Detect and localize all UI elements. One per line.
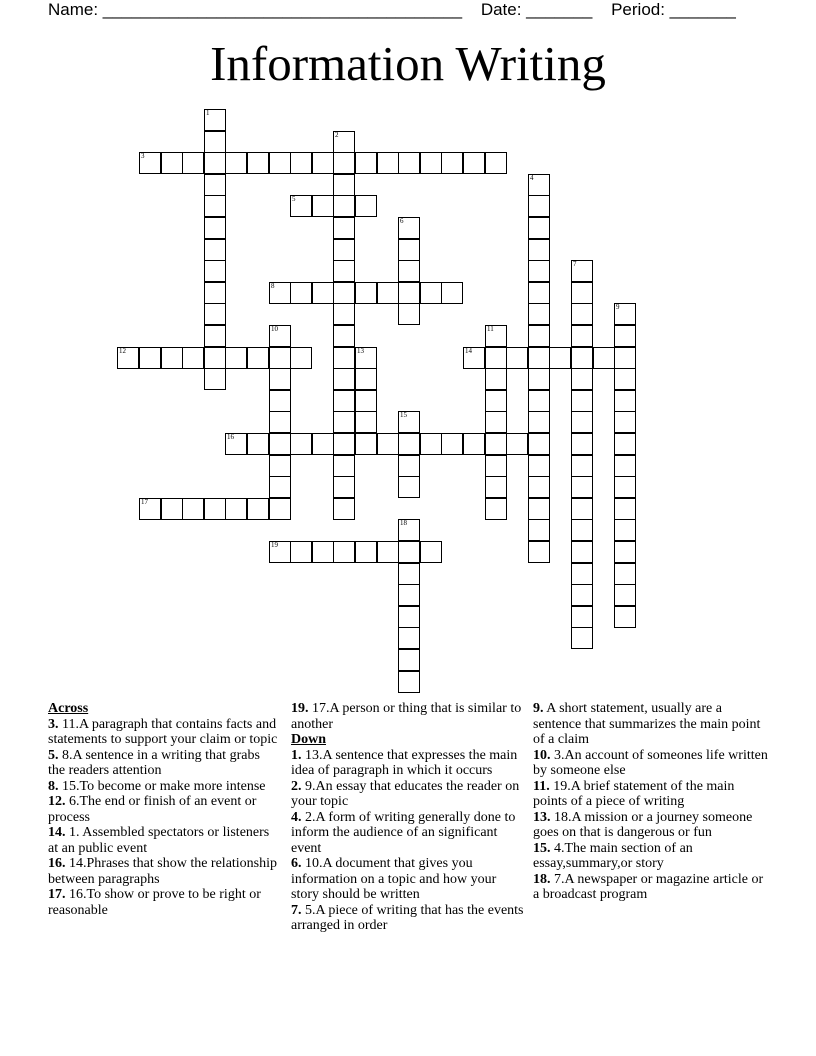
grid-cell[interactable]: [290, 152, 312, 174]
grid-cell[interactable]: [398, 606, 420, 628]
grid-cell[interactable]: [161, 152, 183, 174]
grid-cell[interactable]: [398, 519, 420, 541]
grid-cell[interactable]: [312, 541, 334, 563]
grid-cell[interactable]: [333, 541, 355, 563]
clues-column-1: [48, 701, 278, 918]
grid-cell[interactable]: [182, 152, 204, 174]
grid-cell[interactable]: [225, 152, 247, 174]
grid-cell[interactable]: [485, 498, 507, 520]
clue-down: 7. 5.A piece of writing that has the events arranged in order: [291, 902, 524, 933]
grid-cell[interactable]: [204, 303, 226, 325]
grid-cell[interactable]: [333, 239, 355, 261]
grid-cell[interactable]: [571, 519, 593, 541]
grid-cell[interactable]: [204, 195, 226, 217]
grid-cell[interactable]: [161, 498, 183, 520]
grid-cell[interactable]: [528, 541, 550, 563]
grid-cell[interactable]: [290, 282, 312, 304]
grid-cell[interactable]: [355, 411, 377, 433]
grid-cell[interactable]: [571, 411, 593, 433]
grid-cell[interactable]: [571, 390, 593, 412]
clue-down: 10. 3.An account of someones life written by someone else: [533, 747, 768, 778]
grid-cell[interactable]: [333, 476, 355, 498]
grid-cell[interactable]: [485, 347, 507, 369]
grid-cell[interactable]: [269, 411, 291, 433]
grid-cell[interactable]: [485, 390, 507, 412]
grid-cell[interactable]: [269, 325, 291, 347]
grid-cell[interactable]: [463, 433, 485, 455]
clue-number: 11: [487, 325, 494, 333]
grid-cell[interactable]: [528, 433, 550, 455]
grid-cell[interactable]: [485, 411, 507, 433]
grid-cell[interactable]: [225, 433, 247, 455]
clue-down: 6. 10.A document that gives you information on a topic and how your story should be written: [291, 856, 497, 902]
grid-cell[interactable]: [225, 498, 247, 520]
clue-across: 3. 11.A paragraph that contains facts and statements to support your claim or topic: [48, 716, 278, 747]
grid-cell[interactable]: [269, 455, 291, 477]
grid-cell[interactable]: [139, 498, 161, 520]
period-field[interactable]: Period: _______: [611, 0, 736, 19]
clue-number: 14: [465, 347, 472, 355]
grid-cell[interactable]: [398, 563, 420, 585]
clue-number: 13: [357, 347, 364, 355]
clue-down: 18. 7.A newspaper or magazine article or a broadcast program: [533, 871, 764, 902]
grid-cell[interactable]: [571, 584, 593, 606]
grid-cell[interactable]: [571, 433, 593, 455]
clue-number: 4: [530, 174, 534, 182]
grid-cell[interactable]: [441, 433, 463, 455]
grid-cell[interactable]: [485, 152, 507, 174]
grid-cell[interactable]: [355, 368, 377, 390]
grid-cell[interactable]: [247, 433, 269, 455]
clue-number: 12: [119, 347, 126, 355]
grid-cell[interactable]: [398, 671, 420, 693]
grid-cell[interactable]: [593, 347, 615, 369]
clue-down: 4. 2.A form of writing generally done to inform the audience of an significant event: [291, 809, 516, 856]
grid-cell[interactable]: [528, 390, 550, 412]
grid-cell[interactable]: [571, 627, 593, 649]
grid-cell[interactable]: [571, 606, 593, 628]
grid-cell[interactable]: [312, 282, 334, 304]
grid-cell[interactable]: [420, 541, 442, 563]
grid-cell[interactable]: [161, 347, 183, 369]
grid-cell[interactable]: [614, 303, 636, 325]
grid-cell[interactable]: [182, 498, 204, 520]
grid-cell[interactable]: [420, 282, 442, 304]
grid-cell[interactable]: [204, 109, 226, 131]
page-title: Information Writing: [210, 36, 606, 91]
grid-cell[interactable]: [377, 282, 399, 304]
clue-number: 7: [573, 260, 577, 268]
clue-number: 16: [227, 433, 234, 441]
grid-cell[interactable]: [139, 152, 161, 174]
grid-cell[interactable]: [398, 282, 420, 304]
grid-cell[interactable]: [528, 282, 550, 304]
grid-cell[interactable]: [528, 476, 550, 498]
grid-cell[interactable]: [528, 519, 550, 541]
grid-cell[interactable]: [485, 433, 507, 455]
grid-cell[interactable]: [528, 174, 550, 196]
clue-across: 14. 1. Assembled spectators or listeners at an public event: [48, 825, 270, 856]
grid-cell[interactable]: [441, 152, 463, 174]
grid-cell[interactable]: [614, 347, 636, 369]
grid-cell[interactable]: [355, 390, 377, 412]
across-heading: Across: [48, 701, 89, 716]
clue-number: 2: [335, 131, 339, 139]
grid-cell[interactable]: [528, 347, 550, 369]
grid-cell[interactable]: [355, 282, 377, 304]
grid-cell[interactable]: [204, 239, 226, 261]
grid-cell[interactable]: [614, 390, 636, 412]
grid-cell[interactable]: [614, 519, 636, 541]
grid-cell[interactable]: [204, 325, 226, 347]
grid-cell[interactable]: [528, 455, 550, 477]
grid-cell[interactable]: [333, 498, 355, 520]
grid-cell[interactable]: [614, 541, 636, 563]
grid-cell[interactable]: [528, 325, 550, 347]
grid-cell[interactable]: [614, 563, 636, 585]
grid-cell[interactable]: [528, 217, 550, 239]
grid-cell[interactable]: [441, 282, 463, 304]
grid-cell[interactable]: [182, 347, 204, 369]
grid-cell[interactable]: [485, 476, 507, 498]
clue-down: 2. 9.An essay that educates the reader on your topic: [291, 778, 520, 809]
grid-cell[interactable]: [269, 541, 291, 563]
grid-cell[interactable]: [312, 195, 334, 217]
grid-cell[interactable]: [333, 368, 355, 390]
clue-across: 17. 16.To show or prove to be right or reasonable: [48, 887, 261, 918]
grid-cell[interactable]: [398, 476, 420, 498]
grid-cell[interactable]: [333, 282, 355, 304]
grid-cell[interactable]: [571, 282, 593, 304]
grid-cell[interactable]: [204, 347, 226, 369]
grid-cell[interactable]: [333, 260, 355, 282]
grid-cell[interactable]: [333, 131, 355, 153]
grid-cell[interactable]: [528, 411, 550, 433]
down-heading: Down: [291, 732, 327, 747]
grid-cell[interactable]: [528, 239, 550, 261]
grid-cell[interactable]: [506, 347, 528, 369]
grid-cell[interactable]: [614, 325, 636, 347]
grid-cell[interactable]: [398, 303, 420, 325]
clue-across: 16. 14.Phrases that show the relationship between paragraphs: [48, 856, 278, 887]
grid-cell[interactable]: [398, 411, 420, 433]
grid-cell[interactable]: [204, 131, 226, 153]
grid-cell[interactable]: [290, 541, 312, 563]
grid-cell[interactable]: [528, 195, 550, 217]
grid-cell[interactable]: [269, 476, 291, 498]
grid-cell[interactable]: [333, 195, 355, 217]
grid-cell[interactable]: [269, 498, 291, 520]
grid-cell[interactable]: [571, 325, 593, 347]
clue-number: 1: [206, 109, 210, 117]
grid-cell[interactable]: [333, 152, 355, 174]
grid-cell[interactable]: [463, 347, 485, 369]
clue-number: 8: [271, 282, 275, 290]
grid-cell[interactable]: [355, 152, 377, 174]
clues-column-2: [291, 701, 525, 934]
clue-across: 12. 6.The end or finish of an event or process: [48, 794, 257, 825]
grid-cell[interactable]: [485, 368, 507, 390]
grid-cell[interactable]: [528, 368, 550, 390]
grid-cell[interactable]: [549, 347, 571, 369]
clue-number: 10: [271, 325, 278, 333]
grid-cell[interactable]: [290, 347, 312, 369]
clue-down: 13. 18.A mission or a journey someone goes on that is dangerous or fun: [533, 809, 753, 840]
grid-cell[interactable]: [139, 347, 161, 369]
grid-cell[interactable]: [204, 498, 226, 520]
grid-cell[interactable]: [312, 152, 334, 174]
grid-cell[interactable]: [355, 195, 377, 217]
grid-cell[interactable]: [485, 325, 507, 347]
clue-down: 9. A short statement, usually are a sentence that summarizes the main point of a claim: [533, 701, 761, 747]
grid-cell[interactable]: [333, 174, 355, 196]
grid-cell[interactable]: [333, 217, 355, 239]
clue-down: 11. 19.A brief statement of the main points of a piece of writing: [533, 778, 735, 809]
clues-column-3: [533, 701, 769, 903]
clue-down: 15. 4.The main section of an essay,summary,or story: [533, 840, 693, 871]
grid-cell[interactable]: [571, 368, 593, 390]
grid-cell[interactable]: [377, 541, 399, 563]
grid-cell[interactable]: [506, 433, 528, 455]
name-field[interactable]: Name: ______________________________________: [48, 0, 463, 19]
clue-down: 1. 13.A sentence that expresses the main idea of paragraph in which it occurs: [291, 747, 518, 778]
grid-cell[interactable]: [614, 455, 636, 477]
clue-number: 5: [292, 195, 296, 203]
grid-cell[interactable]: [420, 152, 442, 174]
grid-cell[interactable]: [571, 541, 593, 563]
grid-cell[interactable]: [333, 455, 355, 477]
grid-cell[interactable]: [290, 433, 312, 455]
grid-cell[interactable]: [269, 152, 291, 174]
grid-cell[interactable]: [269, 368, 291, 390]
grid-cell[interactable]: [355, 541, 377, 563]
grid-cell[interactable]: [614, 584, 636, 606]
grid-cell[interactable]: [290, 195, 312, 217]
grid-cell[interactable]: [269, 282, 291, 304]
grid-cell[interactable]: [333, 390, 355, 412]
grid-cell[interactable]: [225, 347, 247, 369]
grid-cell[interactable]: [614, 433, 636, 455]
grid-cell[interactable]: [398, 627, 420, 649]
grid-cell[interactable]: [204, 217, 226, 239]
clue-across: 19. 17.A person or thing that is similar to another: [291, 701, 522, 732]
grid-cell[interactable]: [117, 347, 139, 369]
grid-cell[interactable]: [355, 433, 377, 455]
clue-number: 6: [400, 217, 404, 225]
grid-cell[interactable]: [614, 368, 636, 390]
grid-cell[interactable]: [571, 347, 593, 369]
grid-cell[interactable]: [204, 152, 226, 174]
grid-cell[interactable]: [571, 260, 593, 282]
grid-cell[interactable]: [485, 455, 507, 477]
grid-cell[interactable]: [355, 347, 377, 369]
grid-cell[interactable]: [398, 152, 420, 174]
clue-number: 19: [271, 541, 278, 549]
grid-cell[interactable]: [333, 303, 355, 325]
grid-cell[interactable]: [398, 217, 420, 239]
clue-number: 15: [400, 411, 407, 419]
grid-cell[interactable]: [398, 649, 420, 671]
grid-cell[interactable]: [333, 325, 355, 347]
grid-cell[interactable]: [614, 606, 636, 628]
grid-cell[interactable]: [333, 411, 355, 433]
grid-cell[interactable]: [614, 476, 636, 498]
grid-cell[interactable]: [528, 260, 550, 282]
grid-cell[interactable]: [398, 455, 420, 477]
grid-cell[interactable]: [204, 260, 226, 282]
grid-cell[interactable]: [398, 260, 420, 282]
grid-cell[interactable]: [571, 563, 593, 585]
grid-cell[interactable]: [463, 152, 485, 174]
grid-cell[interactable]: [398, 239, 420, 261]
grid-cell[interactable]: [269, 347, 291, 369]
grid-cell[interactable]: [614, 411, 636, 433]
grid-cell[interactable]: [528, 498, 550, 520]
grid-cell[interactable]: [420, 433, 442, 455]
grid-cell[interactable]: [333, 347, 355, 369]
grid-cell[interactable]: [528, 303, 550, 325]
clue-across: 5. 8.A sentence in a writing that grabs the readers attention: [48, 747, 260, 778]
grid-cell[interactable]: [571, 476, 593, 498]
grid-cell[interactable]: [614, 498, 636, 520]
grid-cell[interactable]: [204, 282, 226, 304]
grid-cell[interactable]: [204, 368, 226, 390]
grid-cell[interactable]: [571, 498, 593, 520]
grid-cell[interactable]: [269, 390, 291, 412]
grid-cell[interactable]: [204, 174, 226, 196]
grid-cell[interactable]: [333, 433, 355, 455]
grid-cell[interactable]: [571, 303, 593, 325]
clue-number: 3: [141, 152, 145, 160]
clue-number: 18: [400, 519, 407, 527]
grid-cell[interactable]: [247, 152, 269, 174]
grid-cell[interactable]: [247, 498, 269, 520]
grid-cell[interactable]: [398, 433, 420, 455]
grid-cell[interactable]: [312, 433, 334, 455]
clue-number: 9: [616, 303, 620, 311]
clue-across: 8. 15.To become or make more intense: [48, 778, 266, 794]
grid-cell[interactable]: [269, 433, 291, 455]
clue-number: 17: [141, 498, 148, 506]
grid-cell[interactable]: [398, 584, 420, 606]
grid-cell[interactable]: [571, 455, 593, 477]
grid-cell[interactable]: [247, 347, 269, 369]
grid-cell[interactable]: [377, 152, 399, 174]
grid-cell[interactable]: [377, 433, 399, 455]
date-field[interactable]: Date: _______: [480, 0, 593, 19]
grid-cell[interactable]: [398, 541, 420, 563]
